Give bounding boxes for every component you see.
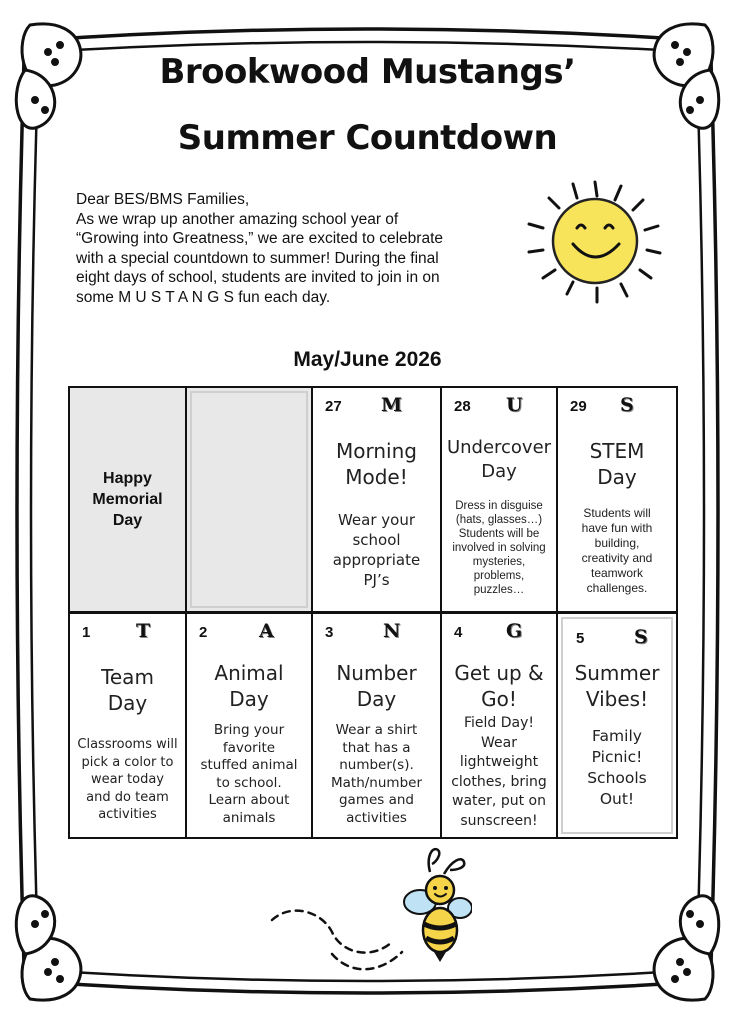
letter-line: Dear BES/BMS Families, — [76, 191, 250, 208]
flower-corner-icon — [654, 896, 719, 1000]
bee-icon — [262, 842, 472, 982]
holiday-line: Day — [112, 512, 143, 529]
smiling-sun-icon — [515, 178, 675, 308]
day-number: 29 — [570, 398, 587, 415]
day-theme-description: Family Picnic! Schools Out! — [587, 727, 647, 808]
day-theme-heading: Undercover Day — [446, 437, 552, 482]
day-theme-description: Wear your school appropriate PJ’s — [332, 511, 421, 589]
calendar-cell-memorial-day — [68, 386, 187, 613]
countdown-calendar — [68, 386, 678, 839]
day-theme-heading: Number Day — [336, 661, 417, 711]
mustangs-letter: S — [620, 394, 634, 416]
day-theme-description: Wear a shirt that has a number(s). Math/number games and activities — [330, 722, 422, 826]
mustangs-letter: T — [136, 620, 151, 642]
calendar-month-label: May/June 2026 — [293, 348, 442, 371]
day-number: 2 — [199, 624, 208, 641]
calendar-cell-day-2 — [185, 611, 313, 839]
day-theme-description: Bring your favorite stuffed animal to school. Learn about animals — [200, 722, 298, 826]
day-theme-heading: Morning Mode! — [336, 439, 417, 489]
holiday-line: Memorial — [92, 491, 163, 508]
calendar-cell-day-28 — [440, 386, 558, 613]
mustangs-letter: M — [381, 394, 403, 416]
holiday-label — [70, 468, 185, 531]
day-theme-description: Dress in disguise (hats, glasses…) Students will be involved in solving mysteries, problems, puzzles… — [452, 500, 546, 596]
family-letter — [76, 190, 496, 308]
day-number: 3 — [325, 624, 334, 641]
calendar-cell-day-27 — [311, 386, 442, 613]
calendar-cell-day-3 — [311, 611, 442, 839]
holiday-line: Happy — [103, 470, 152, 487]
calendar-cell-day-1 — [68, 611, 187, 839]
day-number: 5 — [576, 630, 585, 647]
day-number: 1 — [82, 624, 91, 641]
day-number: 28 — [454, 398, 471, 415]
letter-line: eight days of school, students are invited to join in on — [76, 269, 440, 287]
day-theme-description: Field Day! Wear lightweight clothes, bring water, put on sunscreen! — [451, 715, 547, 829]
letter-line: with a special countdown to summer! During the final — [76, 249, 439, 267]
day-number: 4 — [454, 624, 463, 641]
mustangs-letter: S — [634, 626, 648, 648]
page-title-line-2: Summer Countdown — [177, 118, 558, 158]
day-number: 27 — [325, 398, 342, 415]
letter-line: As we wrap up another amazing school year of — [76, 210, 399, 228]
mustangs-letter: N — [383, 620, 401, 642]
mustangs-letter: U — [506, 394, 523, 416]
calendar-cell-day-29 — [556, 386, 678, 613]
letter-line: “Growing into Greatness,” we are excited to celebrate — [76, 230, 444, 248]
day-theme-description: Classrooms will pick a color to wear today and do team activities — [77, 737, 178, 822]
mustangs-letter: A — [259, 620, 274, 642]
flower-corner-icon — [16, 896, 81, 1000]
day-theme-heading: Animal Day — [214, 661, 284, 711]
letter-line: some M U S T A N G S fun each day. — [76, 288, 331, 306]
day-theme-heading: Team Day — [101, 665, 154, 715]
calendar-cell-day-5 — [556, 611, 678, 839]
day-theme-description: Students will have fun with building, creativity and teamwork challenges. — [581, 506, 653, 595]
day-theme-heading: Get up & Go! — [454, 661, 544, 711]
day-theme-heading: STEM Day — [589, 439, 645, 489]
mustangs-letter: G — [506, 620, 523, 642]
page-title-line-1: Brookwood Mustangs’ — [159, 52, 576, 92]
calendar-cell-empty — [185, 386, 313, 613]
calendar-cell-day-4 — [440, 611, 558, 839]
day-theme-heading: Summer Vibes! — [574, 661, 660, 711]
